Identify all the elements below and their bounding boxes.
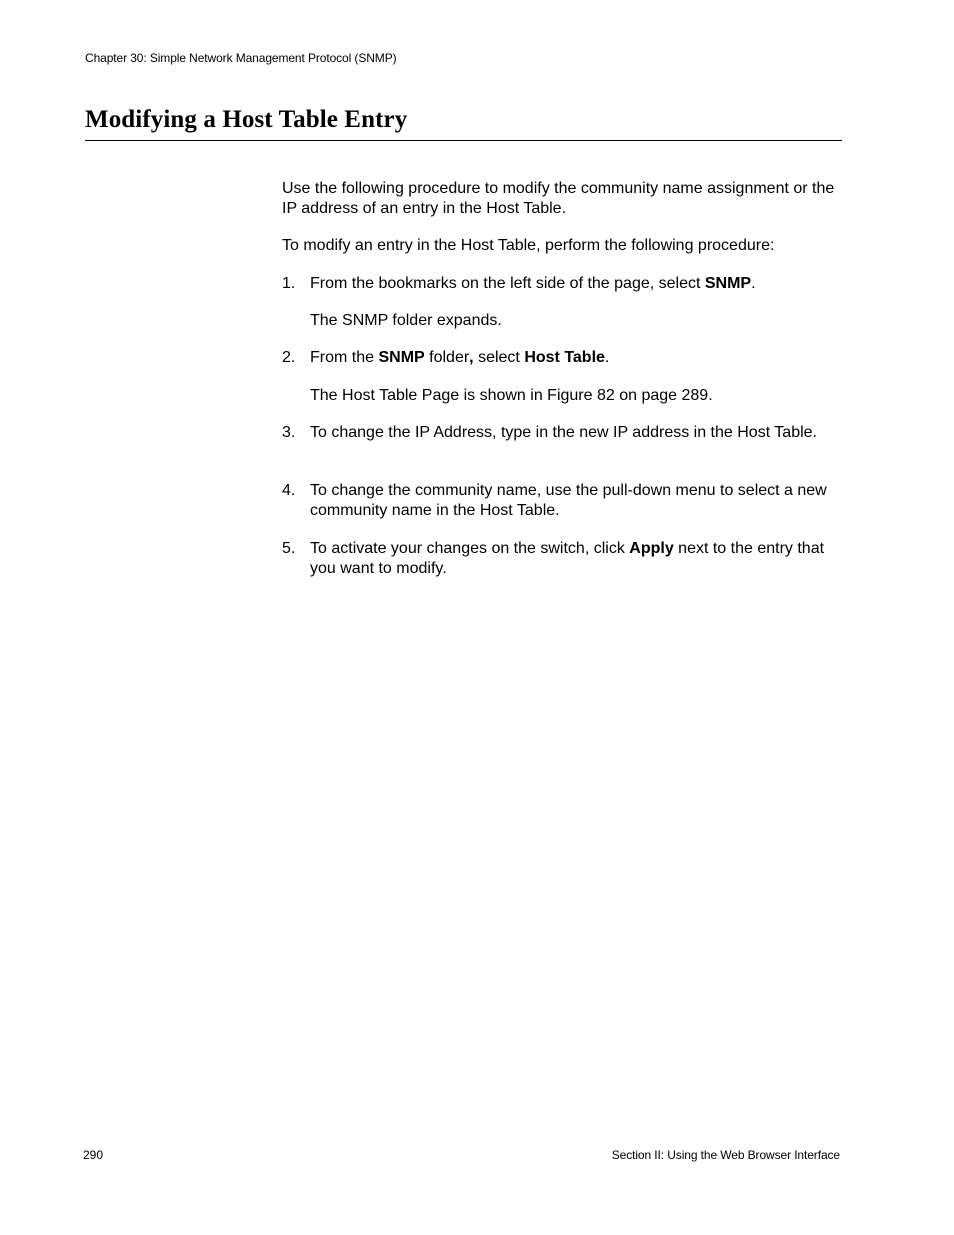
step-number: 3. <box>282 424 296 441</box>
step-number: 4. <box>282 482 296 499</box>
ui-term: Host Table <box>524 349 605 366</box>
step-text: To activate your changes on the switch, click Apply next to the entry that you want to modify. <box>310 540 825 577</box>
page-title: Modifying a Host Table Entry <box>85 106 408 133</box>
running-header: Chapter 30: Simple Network Management Protocol (SNMP) <box>85 51 397 65</box>
step-1-result: The SNMP folder expands. <box>310 312 502 329</box>
ui-term: SNMP <box>378 349 425 366</box>
footer-section: Section II: Using the Web Browser Interface <box>611 1148 840 1162</box>
intro-paragraph: Use the following procedure to modify the community name assignment or the IP address of an entry in the Host Table. <box>282 180 835 217</box>
step-text: From the SNMP folder, select Host Table. <box>310 349 610 366</box>
step-number: 5. <box>282 540 296 557</box>
step-4 <box>282 481 847 521</box>
step-text: To change the IP Address, type in the new IP address in the Host Table. <box>310 424 817 441</box>
ui-term: SNMP <box>704 275 752 292</box>
step-5 <box>282 539 847 579</box>
page-number: 290 <box>83 1148 104 1162</box>
step-number: 1. <box>282 275 296 292</box>
step-text: From the bookmarks on the left side of the page, select SNMP. <box>310 275 756 292</box>
step-text: To change the community name, use the pull-down menu to select a new community name in the Host Table. <box>310 482 827 519</box>
step-2 <box>282 348 847 368</box>
ui-term: Apply <box>629 540 674 557</box>
title-rule <box>85 140 842 141</box>
step-1 <box>282 274 847 294</box>
procedure-intro: To modify an entry in the Host Table, perform the following procedure: <box>282 237 775 254</box>
step-number: 2. <box>282 349 296 366</box>
step-3 <box>282 423 847 443</box>
step-2-result: The Host Table Page is shown in Figure 82 on page 289. <box>310 387 713 404</box>
